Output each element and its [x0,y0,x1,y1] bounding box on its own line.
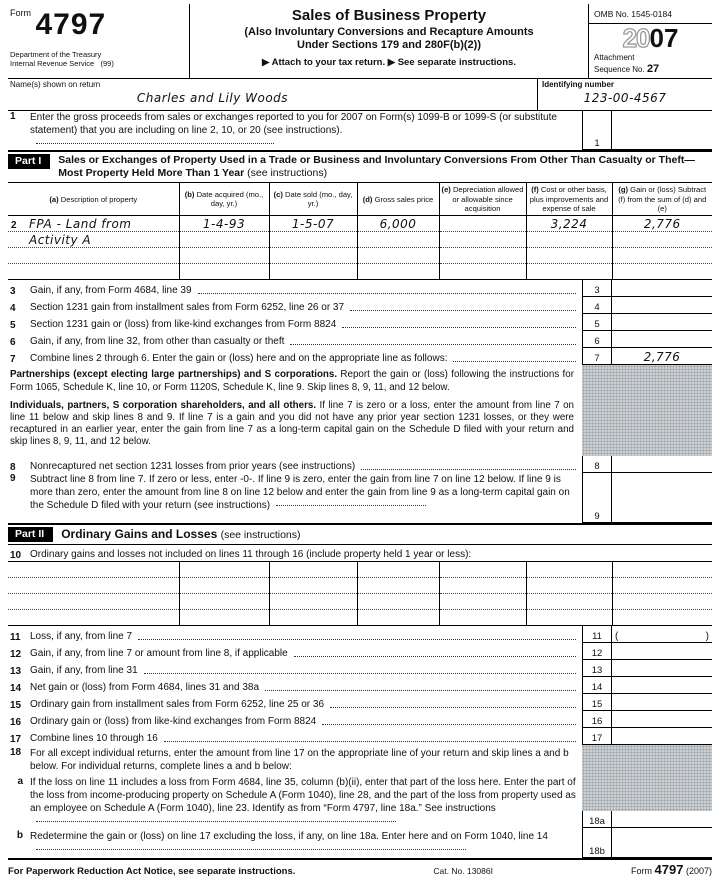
line-1-text: Enter the gross proceeds from sales or exchanges reported to you for 2007 on Form(s) 1099-B or 1099-S (or substitute statement) that you are including on line 2, 10, or 20 (see instructions). [30,111,582,150]
g10-description-3[interactable] [8,594,179,610]
line-1-amount[interactable] [612,111,712,150]
cell-depreciation-1[interactable] [439,216,526,232]
line-17-amount[interactable] [612,728,712,745]
line-5-box: 5 [582,314,612,331]
line-16-amount[interactable] [612,711,712,728]
line-12-text: Gain, if any, from line 7 or amount from line 8, if applicable [30,648,288,660]
attach-note: ▶ Attach to your tax return. [262,57,386,69]
line-4-box: 4 [582,297,612,314]
cell-cost-basis-4[interactable] [526,264,612,280]
form-subtitle [196,26,582,52]
cell-description-4[interactable] [8,264,179,280]
line-5-amount[interactable] [612,314,712,331]
line-13-box: 13 [582,660,612,677]
line-3-box: 3 [582,280,612,297]
part1-title: Sales or Exchanges of Property Used in a Trade or Business and Involuntary Conversions From Other Than Casualty or Theft—Most Property Held More Than 1 Year (see instructions) [58,153,695,179]
line-14-text: Net gain or (loss) from Form 4684, lines 31 and 38a [30,682,259,694]
line-11-row [8,626,712,643]
line-8-box: 8 [582,456,612,473]
form-number: 4797 [35,8,107,41]
line-17-text: Combine lines 10 through 16 [30,733,158,745]
page-title: Sales of Business Property [291,7,487,24]
line-11-number: 11 [10,632,21,644]
line-18b-box: 18b [582,828,612,858]
property-table-header-row [8,183,712,216]
cell-description-3[interactable] [8,248,179,264]
cell-gross-price-3[interactable] [357,248,439,264]
col-header-depreciation: (e) Depreciation allowed or allowable since acquisition [439,183,526,216]
line-18a-text: If the loss on line 11 includes a loss from Form 4684, line 35, column (b)(ii), enter that part of the loss here. Enter the part of the loss from income-producing property on Schedule A (Form 1040), line 28, and the part of the loss from property used as an employee on Schedule A (Form 1040), line 23. Identify as from “Form 4797, line 18a.” See instructions [30,776,576,828]
tax-year-century: 20 [622,23,650,53]
name-field[interactable] [8,79,537,110]
g10-cost-basis-1[interactable] [526,562,612,578]
line-7-number: 7 [10,354,16,366]
cell-cost-basis-1[interactable]: 3,224 [526,216,612,232]
attachment-word: Attachment [594,53,635,62]
ordinary-gains-table [8,561,712,626]
see-note: ▶ See separate instructions. [387,57,516,69]
form-footer [8,858,712,877]
g10-gain-loss-1[interactable] [612,562,712,578]
property-table [8,183,712,280]
g10-date-sold-4[interactable] [269,610,357,626]
form-word-label: Form [10,8,31,18]
line-18a-amount[interactable] [612,811,712,828]
g10-depreciation-4[interactable] [439,610,526,626]
line-16-row [8,711,712,728]
line-3-amount[interactable] [612,280,712,297]
grid10-row-4 [8,610,712,626]
col-header-description: (a) Description of property [8,183,179,216]
line-3-number: 3 [10,286,16,298]
line-11-paren-close: ) [705,631,709,643]
instruction-paragraph-block [8,365,712,456]
subtitle-line2: Under Sections 179 and 280F(b)(2)) [297,39,481,52]
cell-cost-basis-2[interactable] [526,232,612,248]
line-10-text: Ordinary gains and losses not included on lines 11 through 16 (include property held 1 year or less): [30,549,472,561]
line-18a-box: 18a [582,811,612,828]
g10-gross-price-3[interactable] [357,594,439,610]
subtitle-line1: (Also Involuntary Conversions and Recapture Amounts [244,26,534,38]
line-14-row [8,677,712,694]
line-18-number: 18 [10,747,22,759]
sequence-word: Sequence No. [594,64,645,74]
line-1-row [8,111,712,150]
line-5-text: Section 1231 gain or (loss) from like-kind exchanges from Form 8824 [30,319,337,331]
attach-instructions [196,57,582,68]
dept-line2: Internal Revenue Service [10,59,95,68]
g10-gross-price-4[interactable] [357,610,439,626]
col-header-date-sold: (c) Date sold (mo., day, yr.) [269,183,357,216]
part1-see-instructions: (see instructions) [247,166,328,179]
cell-date-sold-4[interactable] [269,264,357,280]
g10-depreciation-3[interactable] [439,594,526,610]
line-12-number: 12 [10,649,22,661]
g10-gross-price-1[interactable] [357,562,439,578]
line-18-rightcol [582,745,712,828]
line-18-block [8,745,712,828]
line-16-number: 16 [10,717,22,729]
tax-year [589,24,712,51]
cell-gross-price-2[interactable] [357,232,439,248]
grid10-row-2 [8,578,712,594]
footer-form-number: 4797 [654,862,684,877]
form-header [8,4,712,79]
cell-date-acquired-3[interactable] [179,248,269,264]
line-12-box: 12 [582,643,612,660]
line-4-number: 4 [10,303,16,315]
line-13-text: Gain, if any, from line 31 [30,665,138,677]
line-5-number: 5 [10,320,16,332]
table-row-2a [8,216,712,232]
g10-gain-loss-4[interactable] [612,610,712,626]
line-8-amount[interactable] [612,456,712,473]
line-18a-boxrow [582,811,712,828]
cell-date-acquired-2[interactable] [179,232,269,248]
cell-gross-price-4[interactable] [357,264,439,280]
g10-date-sold-3[interactable] [269,594,357,610]
footer-form-year: (2007) [685,866,712,877]
g10-date-acquired-3[interactable] [179,594,269,610]
col-header-gain-loss: (g) Gain or (loss) Subtract (f) from the sum of (d) and (e) [612,183,712,216]
line-13-amount[interactable] [612,660,712,677]
line-5-row [8,314,712,331]
line-7-row [8,348,712,365]
cell-cost-basis-3[interactable] [526,248,612,264]
table-row-4 [8,264,712,280]
footer-form-word: Form [631,866,653,877]
cell-gain-loss-3[interactable] [612,248,712,264]
line-4-row [8,297,712,314]
cell-date-acquired-4[interactable] [179,264,269,280]
line-15-row [8,694,712,711]
catalog-number: Cat. No. 13086I [433,866,493,877]
line-6-amount[interactable] [612,331,712,348]
g10-date-acquired-2[interactable] [179,578,269,594]
line-17-box: 17 [582,728,612,745]
line-8-row [8,456,712,473]
name-value[interactable]: Charles and Lily Woods [136,90,289,105]
cell-date-sold-2[interactable] [269,232,357,248]
identifying-number-field[interactable] [537,79,712,110]
partnerships-paragraph: Partnerships (except electing large partnerships) and S corporations. Report the gain or (loss) following the instructions for Form 1065, Schedule K, line 10, or Form 1120S, Schedule K, line 9. Skip lines 8, 9, 11, and 12 below. [10,369,574,393]
department-lines [10,50,185,68]
line-9-amount[interactable] [612,473,712,523]
g10-depreciation-2[interactable] [439,578,526,594]
individuals-paragraph: Individuals, partners, S corporation shareholders, and all others. If line 7 is zero or a loss, enter the amount from line 7 on line 11 below and skip lines 8 and 9. If line 7 is a gain and you did not have any prior year section 1231 losses, or they were recaptured in an earlier year, enter the gain from line 7 as a long-term capital gain on the Schedule D filed with your return and skip lines 8, 9, 11, and 12 below. [10,399,574,448]
line-18b-letter: b [16,830,23,842]
g10-date-sold-2[interactable] [269,578,357,594]
cell-gross-price-1[interactable]: 6,000 [357,216,439,232]
g10-cost-basis-3[interactable] [526,594,612,610]
cell-date-sold-1[interactable]: 1-5-07 [269,216,357,232]
form-number-block [8,4,190,78]
line-6-box: 6 [582,331,612,348]
col-header-gross-sales-price: (d) Gross sales price [357,183,439,216]
line-17-number: 17 [10,734,22,746]
cell-date-acquired-1[interactable]: 1-4-93 [179,216,269,232]
shaded-area-1 [582,365,712,456]
line-16-box: 16 [582,711,612,728]
footer-form-id [631,862,712,877]
identifying-number-label: Identifying number [542,79,614,89]
cell-depreciation-2[interactable] [439,232,526,248]
line-11-text: Loss, if any, from line 7 [30,631,133,643]
line-4-text: Section 1231 gain from installment sales from Form 6252, line 26 or 37 [30,302,345,314]
paperwork-notice: For Paperwork Reduction Act Notice, see separate instructions. [8,866,296,877]
line-18a-letter: a [17,776,23,788]
cell-date-sold-3[interactable] [269,248,357,264]
part2-title: Ordinary Gains and Losses (see instructions) [61,527,301,542]
line-3-row [8,280,712,297]
line-11-box: 11 [582,626,612,643]
grid10-row-3 [8,594,712,610]
identity-row [8,79,712,111]
line-7-amount[interactable]: 2,776 [612,348,712,365]
line-6-number: 6 [10,337,16,349]
line-16-text: Ordinary gain or (loss) from like-kind exchanges from Form 8824 [30,716,317,728]
line-13-row [8,660,712,677]
name-label: Name(s) shown on return [10,79,101,89]
g10-date-sold-1[interactable] [269,562,357,578]
line-4-amount[interactable] [612,297,712,314]
table-row-2b [8,232,712,248]
g10-description-1[interactable] [8,562,179,578]
line-11-paren-open: ( [615,631,619,643]
line-18-text: For all except individual returns, enter the amount from line 17 on the appropriate line of your return and skip lines a and b below. For individual returns, complete lines a and b below: [30,748,569,773]
omb-number: OMB No. 1545-0184 [589,4,712,24]
dept-line1: Department of the Treasury [10,50,102,59]
dept-line2-paren: (99) [100,59,114,68]
g10-description-2[interactable] [8,578,179,594]
g10-description-4[interactable] [8,610,179,626]
line-10-row [8,545,712,561]
g10-date-acquired-1[interactable] [179,562,269,578]
part2-see-instructions: (see instructions) [220,529,301,542]
line-15-text: Ordinary gain from installment sales from Form 6252, line 25 or 36 [30,699,325,711]
cell-gain-loss-1[interactable]: 2,776 [612,216,712,232]
line-9-box: 9 [582,473,612,523]
g10-date-acquired-4[interactable] [179,610,269,626]
line-9-row [8,473,712,523]
line-18b-text: Redetermine the gain or (loss) on line 17 excluding the loss, if any, on line 18a. Enter here and on Form 1040, line 14 [30,830,582,858]
shaded-area-2 [582,745,712,811]
g10-gain-loss-2[interactable] [612,578,712,594]
line-9-number: 9 [10,473,16,485]
g10-depreciation-1[interactable] [439,562,526,578]
line-6-text: Gain, if any, from line 32, from other than casualty or theft [30,336,285,348]
line-15-number: 15 [10,700,22,712]
part1-label: Part I [8,154,50,169]
line-1-box: 1 [582,111,612,150]
line-18a-textblock [8,773,582,828]
part1-header [8,150,712,183]
line-14-amount[interactable] [612,677,712,694]
omb-year-block [588,4,712,78]
cell-gain-loss-2[interactable] [612,232,712,248]
cell-description-1[interactable]: 2 FPA - Land from [8,216,179,232]
form-title-block [190,4,588,78]
line-18-intro [8,745,582,773]
part2-label: Part II [8,527,53,542]
cell-gain-loss-4[interactable] [612,264,712,280]
identifying-number-value[interactable]: 123-00-4567 [583,90,667,105]
cell-depreciation-4[interactable] [439,264,526,280]
cell-description-2[interactable]: Activity A [8,232,179,248]
line-1-number: 1 [10,110,16,122]
g10-gross-price-2[interactable] [357,578,439,594]
col-header-cost-basis: (f) Cost or other basis, plus improvements and expense of sale [526,183,612,216]
line-8-number: 8 [10,462,16,474]
line-15-box: 15 [582,694,612,711]
tax-year-digits: 07 [649,23,679,53]
line-3-text: Gain, if any, from Form 4684, line 39 [30,285,192,297]
line-12-row [8,643,712,660]
table-row-3 [8,248,712,264]
line-1-text-block [8,111,582,150]
line-11-amount[interactable] [612,626,712,643]
line-14-number: 14 [10,683,22,695]
col-header-date-acquired: (b) Date acquired (mo., day, yr.) [179,183,269,216]
line-17-row [8,728,712,745]
cell-depreciation-3[interactable] [439,248,526,264]
g10-cost-basis-2[interactable] [526,578,612,594]
line-7-text: Combine lines 2 through 6. Enter the gain or (loss) here and on the appropriate line as follows: [30,353,448,365]
line-14-box: 14 [582,677,612,694]
line-12-amount[interactable] [612,643,712,660]
line-7-box: 7 [582,348,612,365]
line-9-text: Subtract line 8 from line 7. If zero or less, enter -0-. If line 9 is zero, enter the gain from line 7 on line 12 below. If line 9 is more than zero, enter the amount from line 8 on line 12 below and enter the gain from line 9 as a long-term capital gain on the Schedule D filed with your return (see instructions) [30,474,570,512]
attachment-sequence [589,51,712,78]
line-15-amount[interactable] [612,694,712,711]
part2-header [8,523,712,545]
grid10-row-1 [8,562,712,578]
g10-gain-loss-3[interactable] [612,594,712,610]
line-10-number: 10 [10,550,22,562]
line-13-number: 13 [10,666,22,678]
g10-cost-basis-4[interactable] [526,610,612,626]
line-6-row [8,331,712,348]
line-8-text: Nonrecaptured net section 1231 losses from prior years (see instructions) [30,461,356,473]
instruction-paragraphs [8,365,582,456]
sequence-number: 27 [646,62,660,75]
